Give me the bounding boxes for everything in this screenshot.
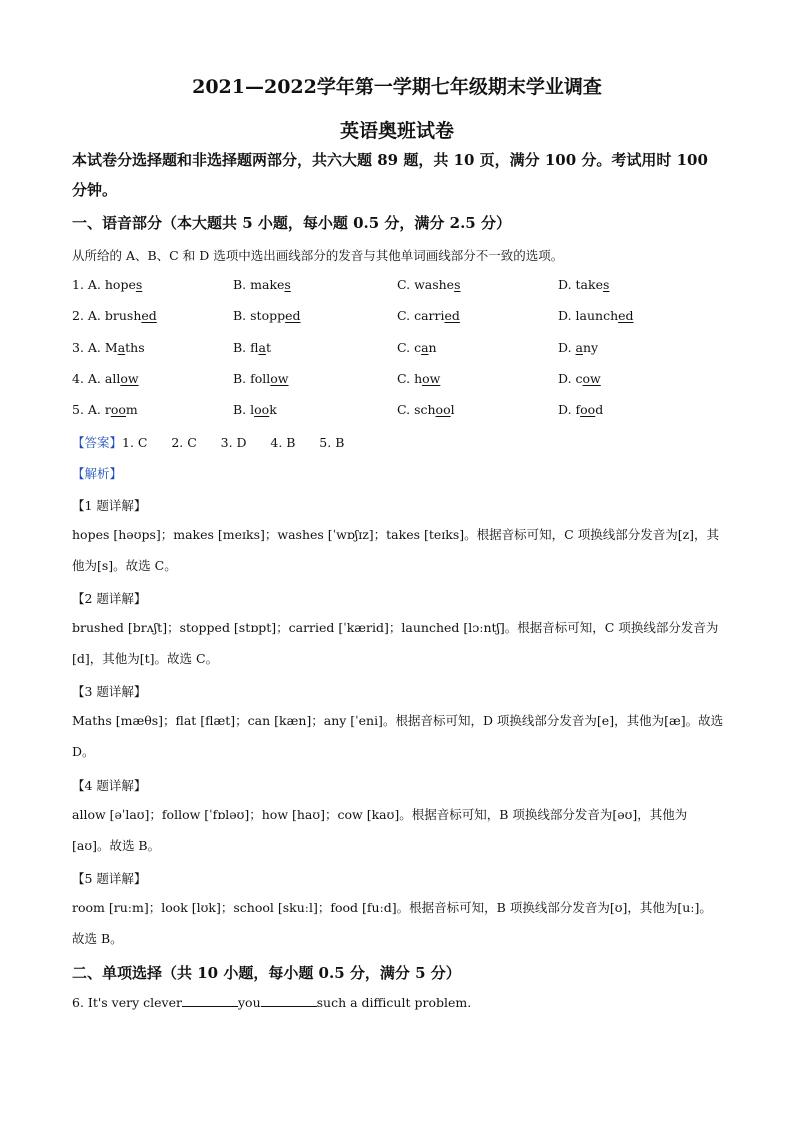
answer-blank[interactable] [261, 995, 317, 1007]
q3-option-a: 3. A. Maths [72, 340, 145, 355]
section2-heading: 二、单项选择（共 10 小题，每小题 0.5 分，满分 5 分） [72, 964, 461, 982]
q3-option-b: B. flat [233, 340, 271, 355]
q3-option-c: C. can [397, 340, 437, 355]
q2-option-a: 2. A. brushed [72, 308, 157, 323]
answer-line [72, 433, 344, 451]
q4-option-c: C. how [397, 371, 441, 386]
q4-option-b: B. follow [233, 371, 289, 386]
q5-option-d: D. food [558, 402, 604, 417]
exam-title: 2021—2022学年第一学期七年级期末学业调查 [192, 76, 602, 98]
q2-option-b: B. stopped [233, 308, 301, 323]
question-6: 6. It's very clever you such a difficult problem. [72, 995, 472, 1010]
detail-1-label: 【1 题详解】 [72, 498, 147, 513]
detail-2-label: 【2 题详解】 [72, 591, 147, 606]
q5-option-a: 5. A. room [72, 402, 138, 417]
detail-4-text: allow [əˈlaʊ]；follow [ˈfɒləʊ]；how [haʊ]；cow [kaʊ]。根据音标可知，B 项换线部分发音为[əʊ]，其他为[aʊ]。故选 B。 [72, 807, 688, 853]
detail-4-label: 【4 题详解】 [72, 778, 147, 793]
detail-1-text: hopes [həʊps]；makes [meɪks]；washes [ˈwɒʃɪz]；takes [teɪks]。根据音标可知，C 项换线部分发音为[z]，其他为[s]。故选 C。 [72, 527, 720, 573]
analysis-label: 【解析】 [72, 466, 123, 481]
q2-option-c: C. carried [397, 308, 460, 323]
q2-option-d: D. launched [558, 308, 634, 323]
exam-subtitle: 英语奥班试卷 [339, 120, 454, 142]
q3-option-d: D. any [558, 340, 599, 355]
detail-5-label: 【5 题详解】 [72, 871, 147, 886]
q5-option-c: C. school [397, 402, 455, 417]
section1-heading: 一、语音部分（本大题共 5 小题，每小题 0.5 分，满分 2.5 分） [72, 214, 511, 232]
answer-label: 【答案】 [72, 435, 123, 450]
q4-option-d: D. cow [558, 371, 601, 386]
q5-option-b: B. look [233, 402, 277, 417]
detail-3-text: Maths [mæθs]；flat [flæt]；can [kæn]；any [ˈeni]。根据音标可知，D 项换线部分发音为[e]，其他为[æ]。故选 D。 [72, 713, 724, 759]
q1-option-a: 1. A. hopes [72, 277, 143, 292]
section1-instruction: 从所给的 A、B、C 和 D 选项中选出画线部分的发音与其他单词画线部分不一致的选项。 [72, 248, 564, 263]
q1-option-d: D. takes [558, 277, 610, 292]
q1-option-c: C. washes [397, 277, 461, 292]
answer-values: 1. C 2. C 3. D 4. B 5. B [122, 435, 345, 450]
detail-5-text: room [ruːm]；look [lʊk]；school [skuːl]；food [fuːd]。根据音标可知，B 项换线部分发音为[ʊ]，其他为[uː]。故选 B。 [72, 900, 712, 946]
q1-option-b: B. makes [233, 277, 291, 292]
detail-2-text: brushed [brʌʃt]；stopped [stɒpt]；carried [ˈkærid]；launched [lɔːntʃ]。根据音标可知，C 项换线部分发音为[d]，其他为[t]。故选 C。 [72, 620, 719, 666]
q4-option-a: 4. A. allow [72, 371, 139, 386]
exam-intro: 本试卷分选择题和非选择题两部分，共六大题 89 题，共 10 页，满分 100 分。考试用时 100 分钟。 [72, 151, 708, 199]
detail-3-label: 【3 题详解】 [72, 684, 147, 699]
answer-blank[interactable] [182, 995, 238, 1007]
